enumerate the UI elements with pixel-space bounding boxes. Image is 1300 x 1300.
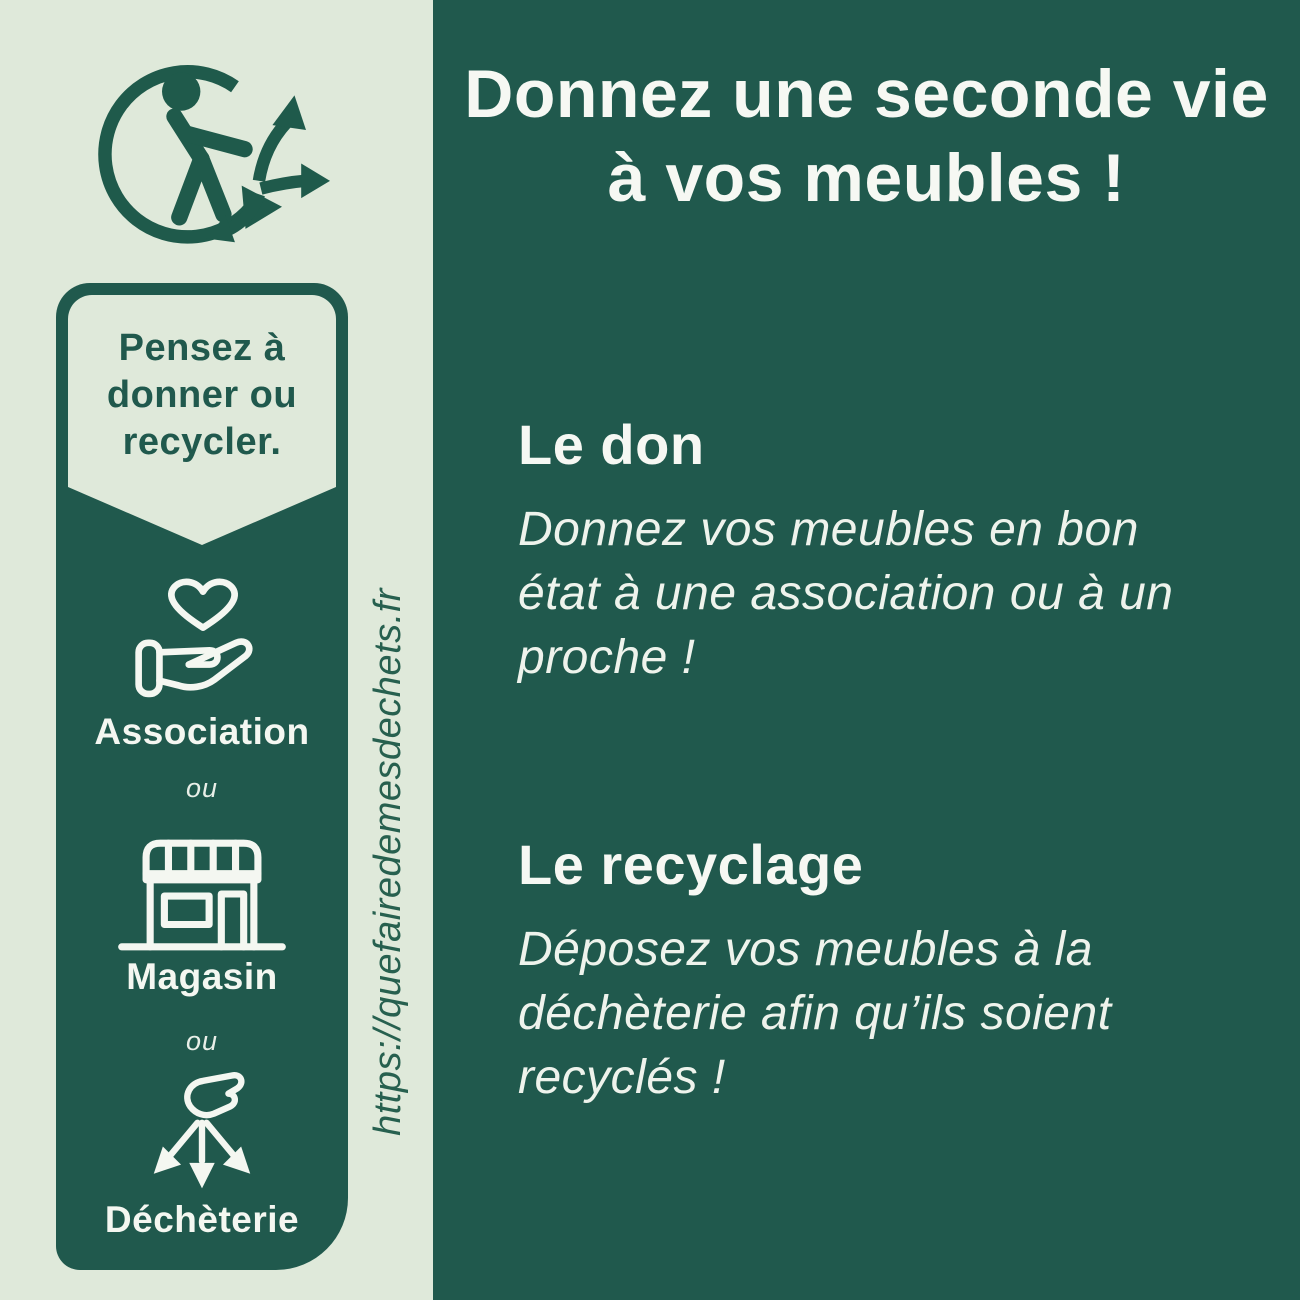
page-title: [433, 52, 1300, 220]
title-line: à vos meubles !: [607, 140, 1126, 216]
pennant-point: [68, 487, 336, 545]
section-heading-don: Le don: [518, 413, 705, 476]
pennant-text: [68, 325, 336, 466]
pennant-shape: [68, 295, 336, 487]
storefront-icon: [102, 833, 302, 955]
pennant-line: Pensez à: [118, 327, 286, 369]
body-line: déchèterie afin qu’ils soient: [518, 987, 1112, 1040]
section-heading-recyclage: Le recyclage: [518, 833, 864, 896]
body-line: Déposez vos meubles à la: [518, 923, 1093, 976]
ribbon-label-association: Association: [94, 711, 310, 752]
ribbon-separator-ou: ou: [185, 773, 219, 803]
ribbon-label-decheterie: Déchèterie: [104, 1199, 300, 1240]
ribbon-separator-ou: ou: [185, 1026, 219, 1056]
triman-recycling-logo: [90, 42, 330, 264]
body-line: Donnez vos meubles en bon: [518, 503, 1139, 556]
section-body-recyclage: [518, 918, 1278, 1110]
body-line: proche !: [518, 631, 696, 684]
right-panel: [433, 0, 1300, 1300]
body-line: état à une association ou à un: [518, 567, 1174, 620]
website-url: https://quefairedemesdechets.fr: [367, 588, 409, 1136]
info-tri-ribbon: [56, 283, 348, 1270]
heart-in-hand-icon: [132, 571, 274, 707]
pennant-line: donner ou: [106, 374, 298, 416]
section-body-don: [518, 498, 1278, 690]
title-line: Donnez une seconde vie: [464, 56, 1269, 132]
pennant-line: recycler.: [122, 421, 282, 463]
hand-sorting-arrows-icon: [132, 1070, 272, 1202]
left-panel: [0, 0, 433, 1300]
ribbon-label-magasin: Magasin: [126, 956, 278, 997]
body-line: recyclés !: [518, 1051, 726, 1104]
